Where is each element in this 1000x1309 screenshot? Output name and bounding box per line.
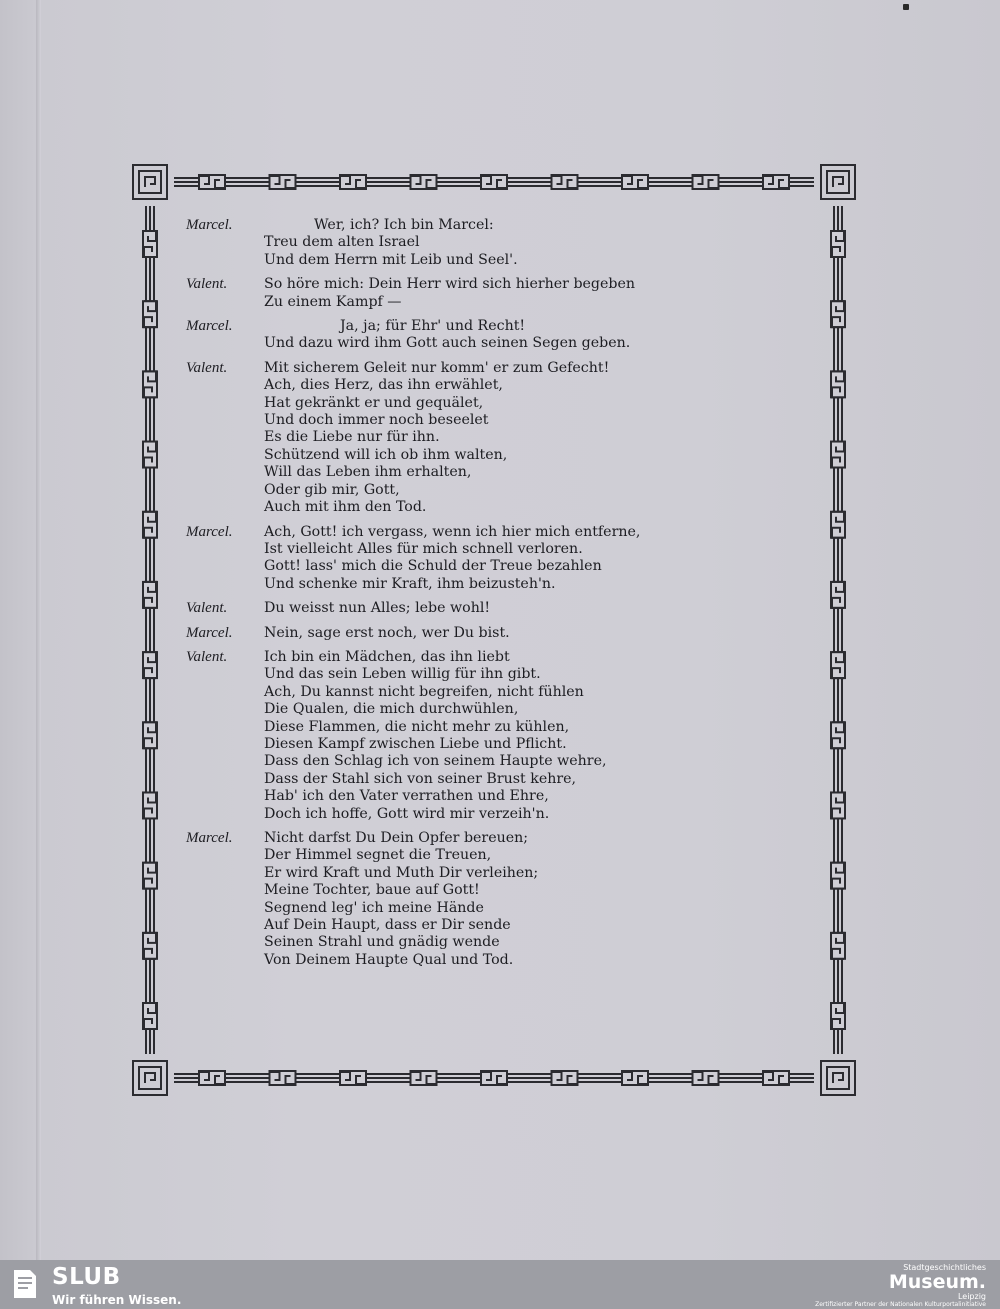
verse-line: So höre mich: Dein Herr wird sich hierher begeben bbox=[264, 276, 636, 293]
verse-line: Auch mit ihm den Tod. bbox=[264, 499, 427, 516]
verse-line: Hat gekränkt er und gequälet, bbox=[264, 394, 484, 411]
verse-line: Ach, Du kannst nicht begreifen, nicht fühlen bbox=[264, 683, 584, 700]
speaker-name: Marcel. bbox=[186, 217, 233, 233]
verse-line: Meine Tochter, baue auf Gott! bbox=[264, 882, 480, 899]
verse-line: Hab' ich den Vater verrathen und Ehre, bbox=[264, 788, 549, 805]
verse-line: Doch ich hoffe, Gott wird mir verzeih'n. bbox=[264, 805, 550, 822]
verse-line: Ja, ja; für Ehr' und Recht! bbox=[340, 318, 526, 335]
verse-line: Ach, Gott! ich vergass, wenn ich hier mich entferne, bbox=[264, 523, 641, 540]
speaker-name: Marcel. bbox=[186, 624, 233, 641]
verse-line: Und dem Herrn mit Leib und Seel'. bbox=[264, 251, 518, 268]
verse-line: Diesen Kampf zwischen Liebe und Pflicht. bbox=[264, 735, 567, 752]
verse-line: Wer, ich? Ich bin Marcel: bbox=[314, 217, 494, 233]
speech-lines bbox=[264, 649, 656, 823]
verse-line: Diese Flammen, die nicht mehr zu kühlen, bbox=[264, 718, 570, 735]
verse-line: Dass der Stahl sich von seiner Brust kehre, bbox=[264, 770, 577, 787]
speech-block bbox=[186, 318, 656, 353]
slub-logo-icon bbox=[12, 1268, 38, 1300]
verse-line: Seinen Strahl und gnädig wende bbox=[264, 934, 500, 951]
speech-lines bbox=[264, 830, 656, 969]
speech-block bbox=[186, 625, 656, 642]
museum-partner-note: Zertifizierter Partner der Nationalen Kulturportalinitiative bbox=[815, 1301, 986, 1308]
verse-line: Nein, sage erst noch, wer Du bist. bbox=[264, 624, 510, 641]
speech-lines bbox=[264, 600, 656, 617]
verse-line: Es die Liebe nur für ihn. bbox=[264, 429, 440, 446]
verse-line: Und das sein Leben willig für ihn gibt. bbox=[264, 666, 541, 683]
verse-line: Mit sicherem Geleit nur komm' er zum Gefecht! bbox=[264, 359, 610, 376]
museum-city: Leipzig bbox=[957, 1292, 986, 1301]
verse-line: Ist vielleicht Alles für mich schnell verloren. bbox=[264, 540, 583, 557]
verse-line: Treu dem alten Israel bbox=[264, 234, 420, 251]
verse-line: Nicht darfst Du Dein Opfer bereuen; bbox=[264, 830, 529, 846]
verse-line: Und doch immer noch beseelet bbox=[264, 412, 489, 429]
speech-block bbox=[186, 276, 656, 311]
slub-tagline: Wir führen Wissen. bbox=[52, 1293, 182, 1307]
speech-lines bbox=[264, 524, 656, 594]
speech-lines bbox=[264, 360, 656, 517]
speech-lines bbox=[264, 625, 656, 642]
speaker-name: Valent. bbox=[186, 276, 228, 293]
museum-top-line: Stadtgeschichtliches bbox=[903, 1263, 986, 1272]
speaker-name: Marcel. bbox=[186, 318, 233, 335]
speech-block bbox=[186, 360, 656, 517]
verse-line: Ach, dies Herz, das ihn erwählet, bbox=[264, 377, 503, 394]
verse-line: Ich bin ein Mädchen, das ihn liebt bbox=[264, 648, 510, 665]
museum-logo bbox=[806, 1263, 986, 1308]
verse-line: Von Deinem Haupte Qual und Tod. bbox=[264, 951, 514, 968]
speaker-name: Valent. bbox=[186, 359, 228, 376]
speaker-name: Marcel. bbox=[186, 523, 233, 540]
verse-line: Und schenke mir Kraft, ihm beizusteh'n. bbox=[264, 575, 556, 592]
verse-line: Auf Dein Haupt, dass er Dir sende bbox=[264, 917, 511, 934]
verse-line: Zu einem Kampf — bbox=[264, 293, 402, 310]
speech-lines bbox=[264, 217, 656, 269]
speaker-name: Marcel. bbox=[186, 830, 233, 846]
slub-name: SLUB bbox=[52, 1264, 121, 1290]
verse-line: Dass den Schlag ich von seinem Haupte wehre, bbox=[264, 753, 607, 770]
speech-lines bbox=[264, 318, 656, 353]
speech-block bbox=[186, 217, 656, 269]
verse-line: Die Qualen, die mich durchwühlen, bbox=[264, 701, 519, 718]
speech-block bbox=[186, 524, 656, 594]
libretto-text bbox=[186, 217, 656, 976]
verse-line: Du weisst nun Alles; lebe wohl! bbox=[264, 600, 491, 617]
verse-line: Schützend will ich ob ihm walten, bbox=[264, 446, 508, 463]
speech-block bbox=[186, 600, 656, 617]
verse-line: Und dazu wird ihm Gott auch seinen Segen geben. bbox=[264, 335, 631, 352]
verse-line: Er wird Kraft und Muth Dir verleihen; bbox=[264, 864, 539, 881]
speaker-name: Valent. bbox=[186, 648, 228, 665]
speech-lines bbox=[264, 276, 656, 311]
footer-bar bbox=[0, 1260, 1000, 1309]
verse-line: Segnend leg' ich meine Hände bbox=[264, 899, 484, 916]
speaker-name: Valent. bbox=[186, 600, 228, 617]
verse-line: Oder gib mir, Gott, bbox=[264, 481, 400, 498]
verse-line: Gott! lass' mich die Schuld der Treue bezahlen bbox=[264, 558, 602, 575]
speech-block bbox=[186, 830, 656, 969]
verse-line: Der Himmel segnet die Treuen, bbox=[264, 847, 492, 864]
museum-name: Museum. bbox=[888, 1271, 986, 1293]
verse-line: Will das Leben ihm erhalten, bbox=[264, 464, 472, 481]
speech-block bbox=[186, 649, 656, 823]
